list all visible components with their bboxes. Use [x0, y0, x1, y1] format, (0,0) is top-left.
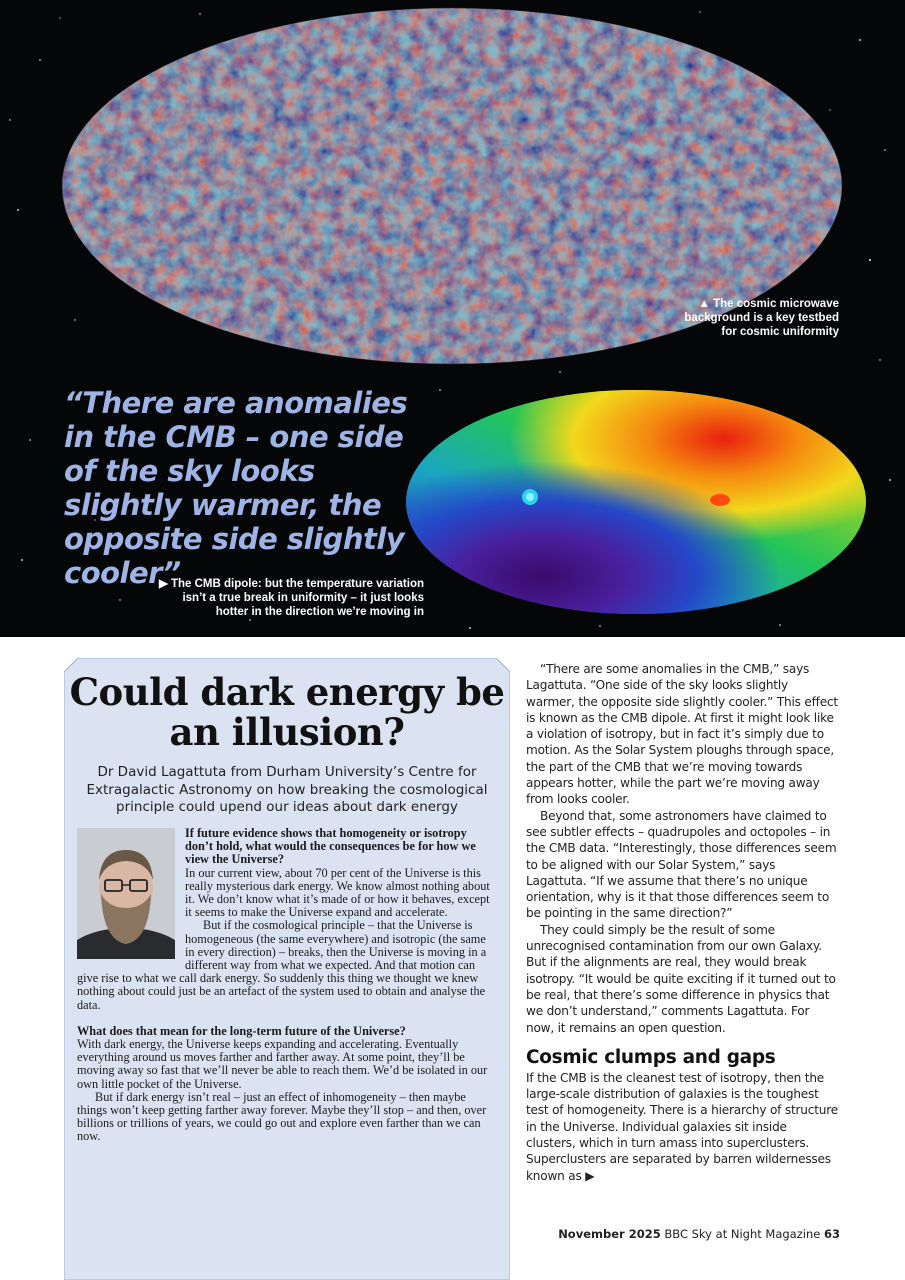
- answer-2-para-1: With dark energy, the Universe keeps expanding and accelerating. Eventually everything around us moves farther and farther away. At some point, they’ll be moving away so fast that we’ll never be able to reach them. We’d be isolated in our own little pocket of the Universe.: [77, 1037, 488, 1091]
- answer-2-para-2: But if dark energy isn’t real – just an effect of inhomogeneity – then maybe things won’t keep getting farther away forever. Maybe they’ll stop – and then, over billions or trillions of years, we could go out and explore even farther than we can now.: [77, 1089, 487, 1144]
- box-intro: Dr David Lagattuta from Durham University’s Centre for Extragalactic Astronomy on how breaking the cosmological principle could upend our ideas about dark energy: [86, 764, 488, 815]
- qa-text: [77, 827, 497, 1144]
- box-title: Could dark energy be an illusion?: [69, 670, 505, 754]
- magazine-name: BBC Sky at Night Magazine: [664, 1227, 821, 1241]
- dark-energy-box: [64, 658, 510, 1280]
- cmb-dipole-map: [400, 388, 875, 618]
- question-2: What does that mean for the long-term future of the Universe?: [77, 1023, 406, 1038]
- dipole-caption: ▶ The CMB dipole: but the temperature variation isn’t a true break in uniformity – it just looks hotter in the direction we’re moving in: [158, 578, 424, 618]
- hero-image-panel: [0, 0, 905, 637]
- page-number: 63: [823, 1227, 840, 1241]
- cmb-caption: ▲ The cosmic microwave background is a key testbed for cosmic uniformity: [684, 298, 839, 338]
- section-heading: Cosmic clumps and gaps: [526, 1046, 776, 1068]
- issue-date: November 2025: [558, 1227, 661, 1241]
- article-para-2: Beyond that, some astronomers have claimed to see subtler effects – quadrupoles and octopoles – in the CMB data. “Interestingly, those differences seem to be aligned with our Solar System,” says Lagattuta. “If we assume that there’s no unique orientation, why is it that those differences seem to be pointing in the same direction?”: [526, 808, 837, 921]
- pull-quote: “There are anomalies in the CMB – one side of the sky looks slightly warmer, the opposite side slightly cooler”: [64, 386, 408, 590]
- article-column: [526, 661, 838, 1184]
- question-1: If future evidence shows that homogeneity or isotropy don’t hold, what would the consequences be for how we view the Universe?: [185, 826, 476, 867]
- article-para-4: If the CMB is the cleanest test of isotropy, then the large-scale distribution of galaxies is the toughest test of homogeneity. There is a hierarchy of structure in the Universe. Individual galaxies sit inside clusters, which in turn amass into superclusters. Superclusters are separated by barren wildernesses known as ▶: [526, 1070, 838, 1183]
- answer-1-para-1: In our current view, about 70 per cent of the Universe is this really mysterious dark energy. We know almost nothing about it. We don’t know what it’s made of or how it behaves, except it seems to make the Universe expand and accelerate.: [185, 865, 490, 920]
- answer-1-para-2: But if the cosmological principle – that the Universe is homogeneous (the same everywhere) and isotropic (the same in every direction) – breaks, then the Universe is moving in a different way from what we expected. And that motion can give rise to what we call dark energy. So suddenly this thing we thought we knew nothing about could just be an artefact of the system used to obtain and analyse the data.: [77, 918, 487, 1012]
- article-para-3: They could simply be the result of some unrecognised contamination from our own Galaxy. But if the alignments are real, they would break isotropy. “It would be quite exciting if it turned out to be real, that there’s some difference in physics that we don’t understand,” comments Lagattuta. For now, it remains an open question.: [526, 922, 836, 1035]
- page-footer: [558, 1227, 840, 1241]
- article-para-1: “There are some anomalies in the CMB,” says Lagattuta. “One side of the sky looks slightly warmer, the opposite side slightly cooler.” This effect is known as the CMB dipole. At first it might look like a violation of isotropy, but in fact it’s simply due to motion. As the Solar System ploughs through space, the part of the CMB that we’re moving towards appears hotter, while the part we’re moving away from looks cooler.: [526, 662, 838, 807]
